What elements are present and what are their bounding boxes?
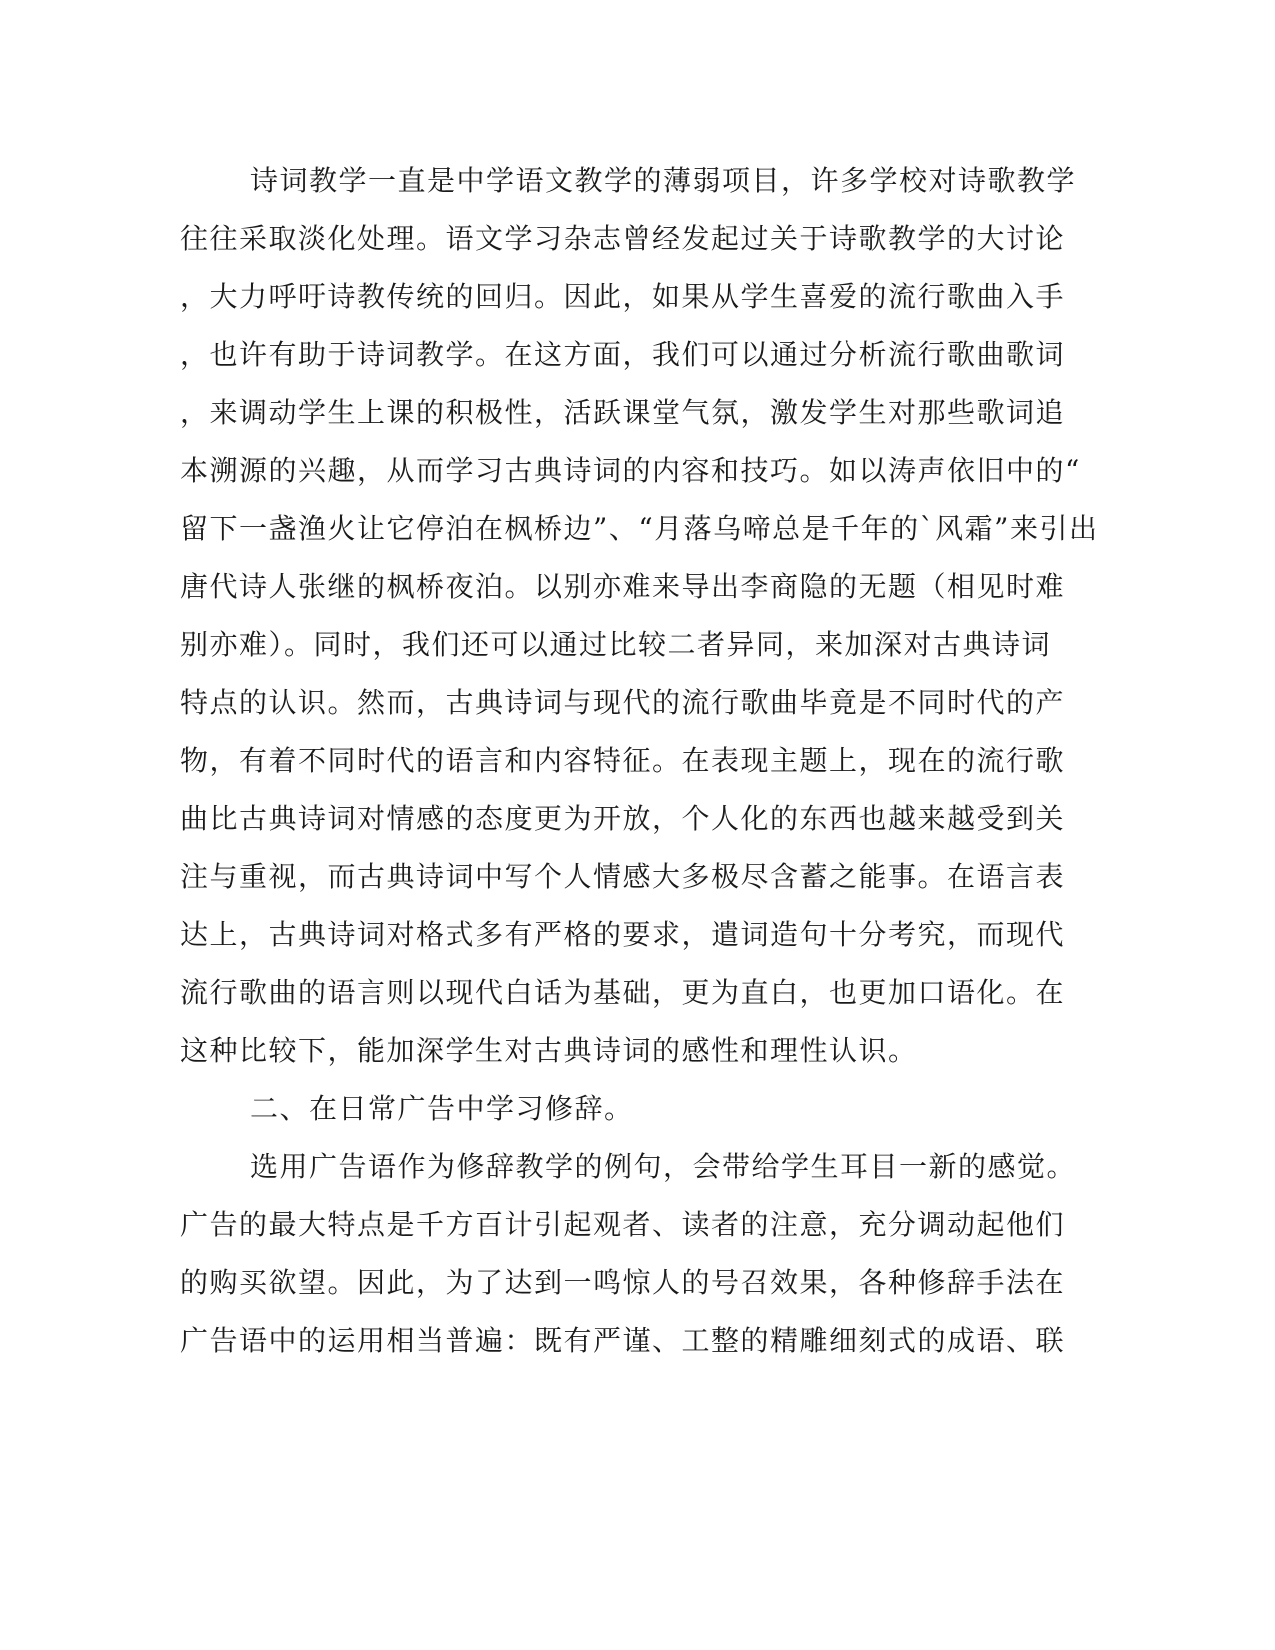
text-line: 的购买欲望。因此，为了达到一鸣惊人的号召效果，各种修辞手法在 (180, 1266, 1066, 1299)
text-line: ，也许有助于诗词教学。在这方面，我们可以通过分析流行歌曲歌词 (180, 338, 1066, 371)
text-line: 达上，古典诗词对格式多有严格的要求，遣词造句十分考究，而现代 (180, 918, 1066, 951)
text-line: 注与重视，而古典诗词中写个人情感大多极尽含蓄之能事。在语言表 (180, 860, 1066, 893)
text-line: 广告语中的运用相当普遍：既有严谨、工整的精雕细刻式的成语、联 (180, 1324, 1066, 1357)
text-line: 选用广告语作为修辞教学的例句，会带给学生耳目一新的感觉。 (250, 1150, 1077, 1183)
text-line: 别亦难）。同时，我们还可以通过比较二者异同，来加深对古典诗词 (180, 628, 1052, 661)
text-line: 诗词教学一直是中学语文教学的薄弱项目，许多学校对诗歌教学 (250, 164, 1077, 197)
text-line: 特点的认识。然而，古典诗词与现代的流行歌曲毕竟是不同时代的产 (180, 686, 1066, 719)
text-line: 本溯源的兴趣，从而学习古典诗词的内容和技巧。如以涛声依旧中的“ (180, 454, 1081, 487)
text-line: 留下一盏渔火让它停泊在枫桥边”、“月落乌啼总是千年的`风霜”来引出 (180, 512, 1099, 545)
text-line: 广告的最大特点是千方百计引起观者、读者的注意，充分调动起他们 (180, 1208, 1066, 1241)
text-line: 往往采取淡化处理。语文学习杂志曾经发起过关于诗歌教学的大讨论 (180, 222, 1066, 255)
text-line: 这种比较下，能加深学生对古典诗词的感性和理性认识。 (180, 1034, 918, 1067)
text-line: 唐代诗人张继的枫桥夜泊。以别亦难来导出李商隐的无题（相见时难 (180, 570, 1066, 603)
section-heading: 二、在日常广告中学习修辞。 (250, 1092, 634, 1125)
text-line: 流行歌曲的语言则以现代白话为基础，更为直白，也更加口语化。在 (180, 976, 1066, 1009)
text-line: 物，有着不同时代的语言和内容特征。在表现主题上，现在的流行歌 (180, 744, 1066, 777)
text-line: ，大力呼吁诗教传统的回归。因此，如果从学生喜爱的流行歌曲入手 (180, 280, 1066, 313)
text-line: ，来调动学生上课的积极性，活跃课堂气氛，激发学生对那些歌词追 (180, 396, 1066, 429)
text-line: 曲比古典诗词对情感的态度更为开放，个人化的东西也越来越受到关 (180, 802, 1066, 835)
